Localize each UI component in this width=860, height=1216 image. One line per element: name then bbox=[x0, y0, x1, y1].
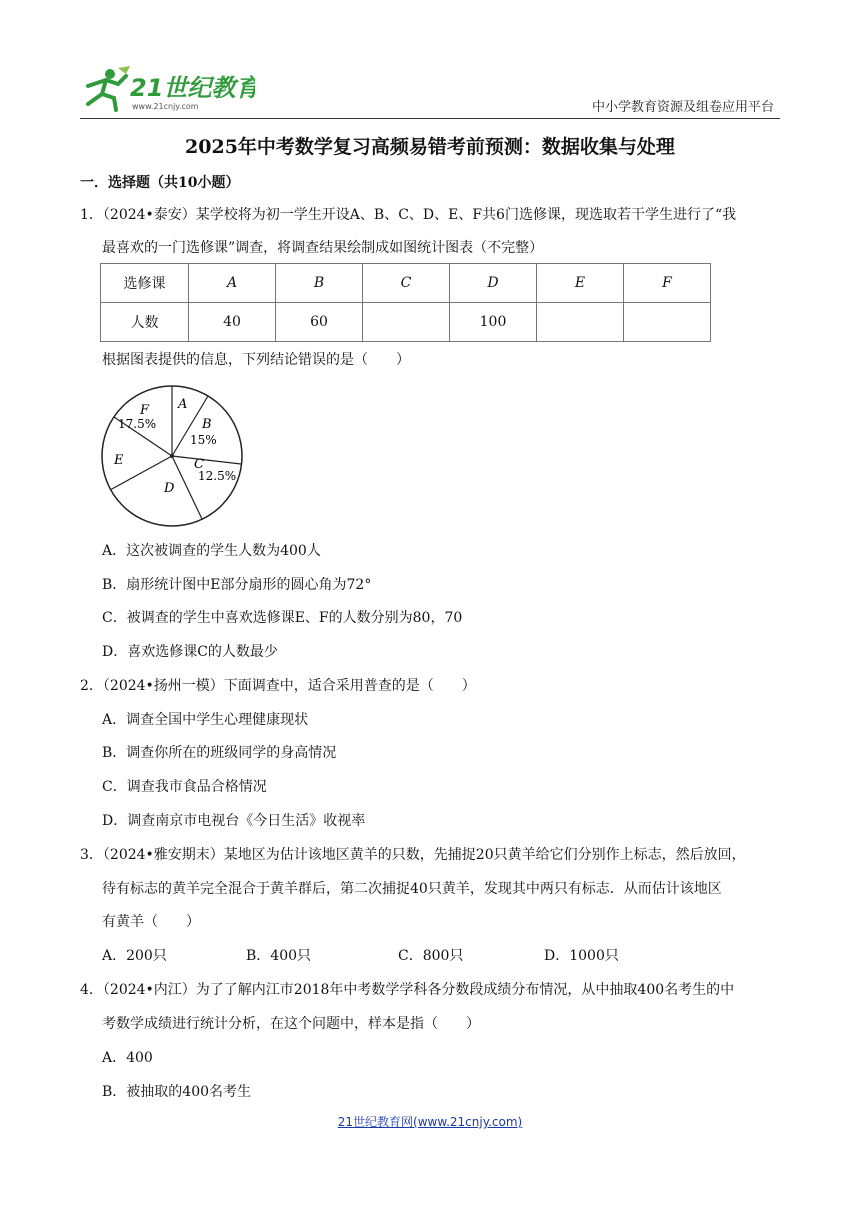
q1-stem-line2: 最喜欢的一门选修课”调查，将调查结果绘制成如图统计图表（不完整） bbox=[102, 240, 544, 256]
site-logo bbox=[80, 64, 255, 114]
q4-stem-line1: 4．（2024•内江）为了了解内江市2018年中考数学学科各分数段成绩分布情况，从中抽取400名考生的中 bbox=[80, 982, 735, 998]
q3-option-d: D．1000只 bbox=[544, 948, 619, 964]
q1-option-b: B．扇形统计图中E部分扇形的圆心角为72° bbox=[102, 577, 372, 593]
section-heading: 一．选择题（共10小题） bbox=[80, 175, 240, 191]
pie-label-b: B bbox=[202, 417, 212, 432]
q3-option-c: C．800只 bbox=[398, 948, 464, 964]
q3-option-a: A．200只 bbox=[102, 948, 167, 964]
table-cell: 60 bbox=[276, 303, 363, 342]
q4-option-a: A．400 bbox=[102, 1050, 153, 1066]
table-row bbox=[101, 264, 711, 303]
pie-label-d: D bbox=[164, 481, 175, 496]
footer-link[interactable]: 21世纪教育网(www.21cnjy.com) bbox=[337, 1115, 523, 1129]
logo-text: 21世纪教育 bbox=[130, 74, 255, 102]
q1-table bbox=[100, 263, 711, 342]
table-cell: 40 bbox=[189, 303, 276, 342]
pie-pct-f: 17.5% bbox=[118, 417, 157, 431]
table-cell: 100 bbox=[450, 303, 537, 342]
q2-option-c: C．调查我市食品合格情况 bbox=[102, 779, 267, 795]
q3-stem-line2: 待有标志的黄羊完全混合于黄羊群后，第二次捕捉40只黄羊，发现其中两只有标志．从而估计该地区 bbox=[102, 881, 722, 897]
table-cell: D bbox=[450, 264, 537, 303]
pie-label-f: F bbox=[140, 403, 150, 418]
pie-label-e: E bbox=[114, 453, 124, 468]
pie-label-c: C bbox=[194, 457, 204, 472]
q1-option-c: C．被调查的学生中喜欢选修课E、F的人数分别为80，70 bbox=[102, 610, 463, 626]
logo-url: www.21cnjy.com bbox=[132, 102, 199, 111]
q3-option-b: B．400只 bbox=[246, 948, 312, 964]
runner-icon bbox=[88, 66, 130, 110]
q4-option-b: B．被抽取的400名考生 bbox=[102, 1084, 252, 1100]
q1-pie-figure bbox=[98, 382, 248, 532]
q2-option-d: D．调查南京市电视台《今日生活》收视率 bbox=[102, 813, 366, 829]
table-cell: A bbox=[189, 264, 276, 303]
q2-option-a: A．调查全国中学生心理健康现状 bbox=[102, 712, 309, 728]
pie-center bbox=[170, 454, 174, 458]
q3-stem-line1: 3．（2024•雅安期末）某地区为估计该地区黄羊的只数，先捕捉20只黄羊给它们分别作上标志，然后放回， bbox=[80, 847, 746, 863]
pie-pct-c: 12.5% bbox=[198, 469, 237, 483]
table-cell bbox=[624, 303, 711, 342]
q3-stem-line3: 有黄羊（ ） bbox=[102, 914, 200, 930]
table-cell: B bbox=[276, 264, 363, 303]
page-title: 2025年中考数学复习高频易错考前预测：数据收集与处理 bbox=[185, 136, 675, 158]
q1-option-a: A．这次被调查的学生人数为400人 bbox=[102, 543, 321, 559]
pie-label-a: A bbox=[178, 397, 188, 412]
q2-stem: 2．（2024•扬州一模）下面调查中，适合采用普查的是（ ） bbox=[80, 678, 476, 694]
q4-stem-line2: 考数学成绩进行统计分析，在这个问题中，样本是指（ ） bbox=[102, 1016, 480, 1032]
table-cell: 选修课 bbox=[101, 264, 189, 303]
table-cell: C bbox=[363, 264, 450, 303]
table-cell: 人数 bbox=[101, 303, 189, 342]
q1-option-d: D．喜欢选修课C的人数最少 bbox=[102, 644, 278, 660]
table-cell: F bbox=[624, 264, 711, 303]
table-cell bbox=[537, 303, 624, 342]
pie-spoke bbox=[172, 456, 241, 464]
pie-pct-b: 15% bbox=[190, 433, 217, 447]
table-cell: E bbox=[537, 264, 624, 303]
header-divider bbox=[80, 118, 780, 119]
table-row bbox=[101, 303, 711, 342]
q2-option-b: B．调查你所在的班级同学的身高情况 bbox=[102, 745, 337, 761]
table-cell bbox=[363, 303, 450, 342]
q1-stem-line1: 1．（2024•泰安）某学校将为初一学生开设A、B、C、D、E、F共6门选修课，现选取若干学生进行了“我 bbox=[80, 207, 737, 223]
q1-prompt: 根据图表提供的信息，下列结论错误的是（ ） bbox=[102, 352, 410, 368]
platform-name: 中小学教育资源及组卷应用平台 bbox=[591, 100, 774, 115]
